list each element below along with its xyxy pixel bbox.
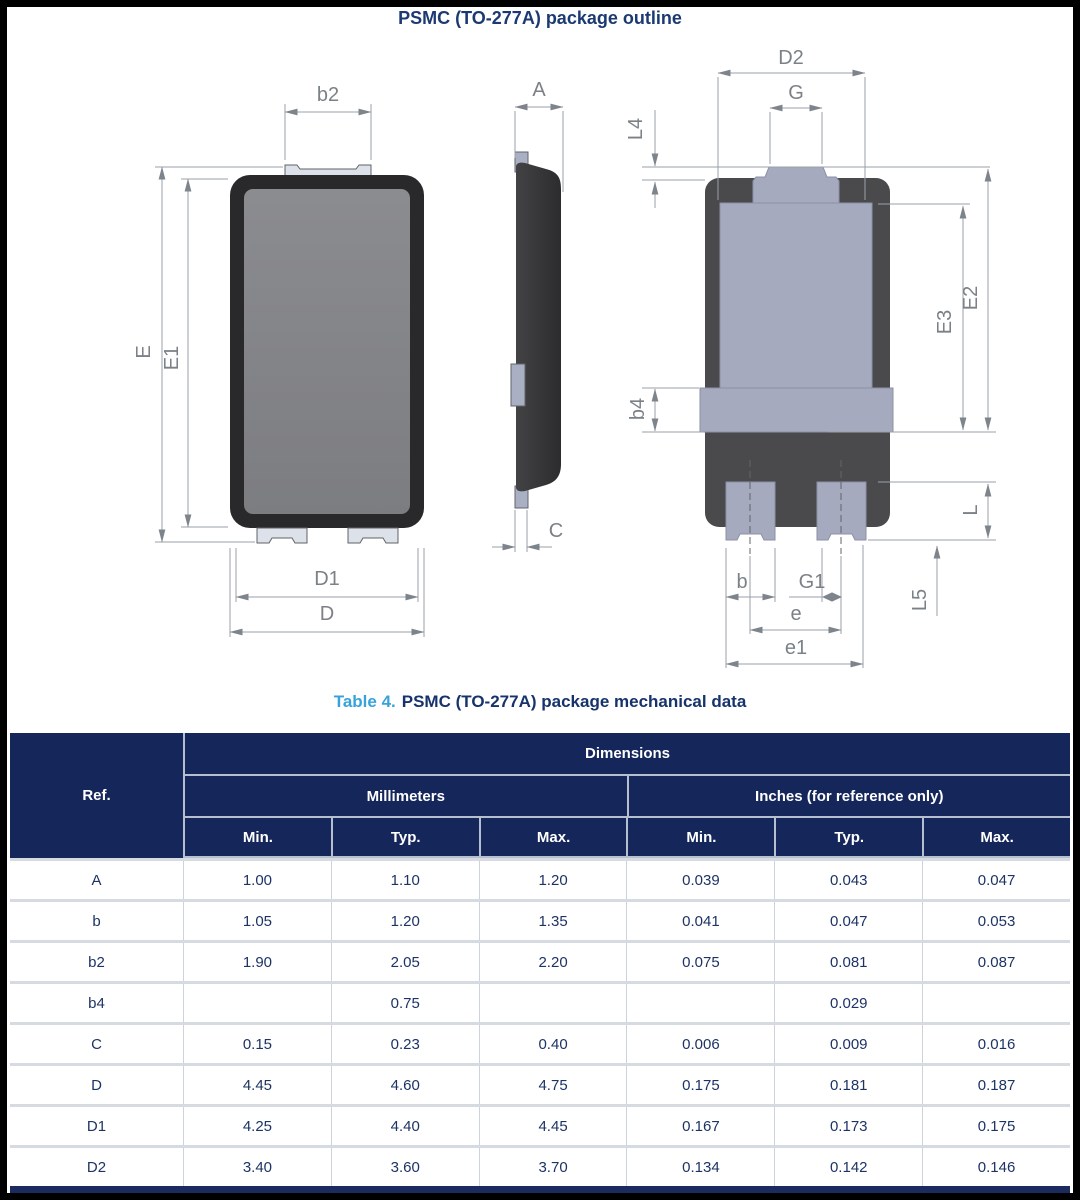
- row-value: 0.23: [332, 1025, 479, 1063]
- header-in-max: Max.: [924, 818, 1070, 856]
- row-value: 0.134: [627, 1148, 774, 1186]
- table-caption-text: PSMC (TO-277A) package mechanical data: [401, 692, 747, 711]
- g1-arrow-diamond: [822, 592, 842, 601]
- row-value: 4.75: [480, 1066, 627, 1104]
- header-dimensions: Dimensions: [185, 733, 1070, 774]
- dim-label-e: e: [790, 603, 802, 625]
- dim-label-G: G: [788, 82, 804, 104]
- row-value: [480, 984, 627, 1022]
- table-row: [10, 1107, 1070, 1145]
- row-value: 0.187: [923, 1066, 1070, 1104]
- dim-label-G1: G1: [798, 571, 826, 593]
- row-value: 3.40: [184, 1148, 331, 1186]
- table-caption-number: Table 4.: [333, 692, 396, 711]
- row-ref: b: [10, 902, 183, 940]
- header-in-min: Min.: [628, 818, 774, 856]
- row-ref: b2: [10, 943, 183, 981]
- dim-label-D2: D2: [778, 47, 804, 69]
- header-inches: Inches (for reference only): [629, 776, 1071, 816]
- row-ref: D1: [10, 1107, 183, 1145]
- row-value: 1.35: [480, 902, 627, 940]
- row-value: 0.175: [627, 1066, 774, 1104]
- row-value: 0.053: [923, 902, 1070, 940]
- dim-label-D1: D1: [314, 568, 340, 590]
- row-value: 4.25: [184, 1107, 331, 1145]
- front-package-face: [244, 189, 410, 514]
- row-value: 0.175: [923, 1107, 1070, 1145]
- dim-label-L4: L4: [625, 117, 647, 141]
- row-value: 0.142: [775, 1148, 922, 1186]
- side-tab-middle: [511, 364, 525, 406]
- row-value: 3.70: [480, 1148, 627, 1186]
- table-row: [10, 943, 1070, 981]
- row-value: 3.60: [332, 1148, 479, 1186]
- front-bottom-tab-right: [348, 528, 398, 543]
- row-value: 2.05: [332, 943, 479, 981]
- row-ref: A: [10, 861, 183, 899]
- header-in-typ: Typ.: [776, 818, 922, 856]
- row-value: 0.041: [627, 902, 774, 940]
- dim-label-E1: E1: [161, 345, 183, 371]
- row-value: 0.15: [184, 1025, 331, 1063]
- dim-label-D: D: [319, 603, 335, 625]
- header-ref: Ref.: [10, 733, 183, 858]
- row-value: 0.75: [332, 984, 479, 1022]
- row-value: 0.40: [480, 1025, 627, 1063]
- table-continuation-bar: [10, 1186, 1070, 1196]
- row-value: 4.60: [332, 1066, 479, 1104]
- dim-label-L5: L5: [909, 588, 931, 612]
- side-view: [492, 79, 563, 552]
- row-ref: D2: [10, 1148, 183, 1186]
- table-body: [10, 858, 1070, 1186]
- dim-label-E2: E2: [960, 285, 982, 311]
- row-value: 0.146: [923, 1148, 1070, 1186]
- row-value: 2.20: [480, 943, 627, 981]
- row-value: 0.047: [923, 861, 1070, 899]
- bottom-view: [625, 47, 996, 668]
- dim-label-e1: e1: [784, 637, 808, 659]
- row-value: 0.167: [627, 1107, 774, 1145]
- table-caption: [0, 692, 1080, 712]
- table-row: [10, 1148, 1070, 1186]
- row-value: [184, 984, 331, 1022]
- mechanical-data-table: [10, 733, 1070, 1186]
- dim-label-L: L: [960, 504, 982, 516]
- row-value: 1.90: [184, 943, 331, 981]
- header-millimeters: Millimeters: [185, 776, 627, 816]
- dim-label-C: C: [548, 520, 564, 542]
- row-value: 1.05: [184, 902, 331, 940]
- header-mm-min: Min.: [185, 818, 331, 856]
- header-mm-typ: Typ.: [333, 818, 479, 856]
- table-row: [10, 861, 1070, 899]
- row-value: 0.009: [775, 1025, 922, 1063]
- row-value: 4.40: [332, 1107, 479, 1145]
- row-value: 0.173: [775, 1107, 922, 1145]
- row-value: [627, 984, 774, 1022]
- row-ref: D: [10, 1066, 183, 1104]
- dim-label-b2: b2: [316, 84, 340, 106]
- row-ref: b4: [10, 984, 183, 1022]
- table-row: [10, 902, 1070, 940]
- dim-label-b4: b4: [627, 397, 649, 421]
- page-title: PSMC (TO-277A) package outline: [398, 8, 682, 28]
- row-value: 0.047: [775, 902, 922, 940]
- row-value: 1.00: [184, 861, 331, 899]
- row-ref: C: [10, 1025, 183, 1063]
- table-row: [10, 1066, 1070, 1104]
- row-value: 0.016: [923, 1025, 1070, 1063]
- row-value: 0.087: [923, 943, 1070, 981]
- row-value: 0.006: [627, 1025, 774, 1063]
- row-value: 0.043: [775, 861, 922, 899]
- row-value: 0.039: [627, 861, 774, 899]
- header-mm-max: Max.: [481, 818, 627, 856]
- row-value: 4.45: [480, 1107, 627, 1145]
- row-value: 4.45: [184, 1066, 331, 1104]
- row-value: 0.081: [775, 943, 922, 981]
- row-value: 0.029: [775, 984, 922, 1022]
- table-header: [10, 733, 1070, 858]
- side-package-body: [516, 163, 561, 492]
- front-view: [133, 84, 424, 637]
- dim-label-E3: E3: [934, 309, 956, 335]
- row-value: 1.20: [480, 861, 627, 899]
- dim-label-E: E: [133, 345, 155, 359]
- row-value: 1.20: [332, 902, 479, 940]
- exposed-pad-side-band: [700, 388, 893, 432]
- row-value: 0.075: [627, 943, 774, 981]
- dim-label-b: b: [736, 571, 748, 593]
- row-value: 0.181: [775, 1066, 922, 1104]
- exposed-pad-tab: [753, 167, 839, 203]
- front-bottom-tab-left: [257, 528, 307, 543]
- table-row: [10, 984, 1070, 1022]
- dim-label-A: A: [532, 79, 546, 101]
- table-row: [10, 1025, 1070, 1063]
- row-value: 1.10: [332, 861, 479, 899]
- row-value: [923, 984, 1070, 1022]
